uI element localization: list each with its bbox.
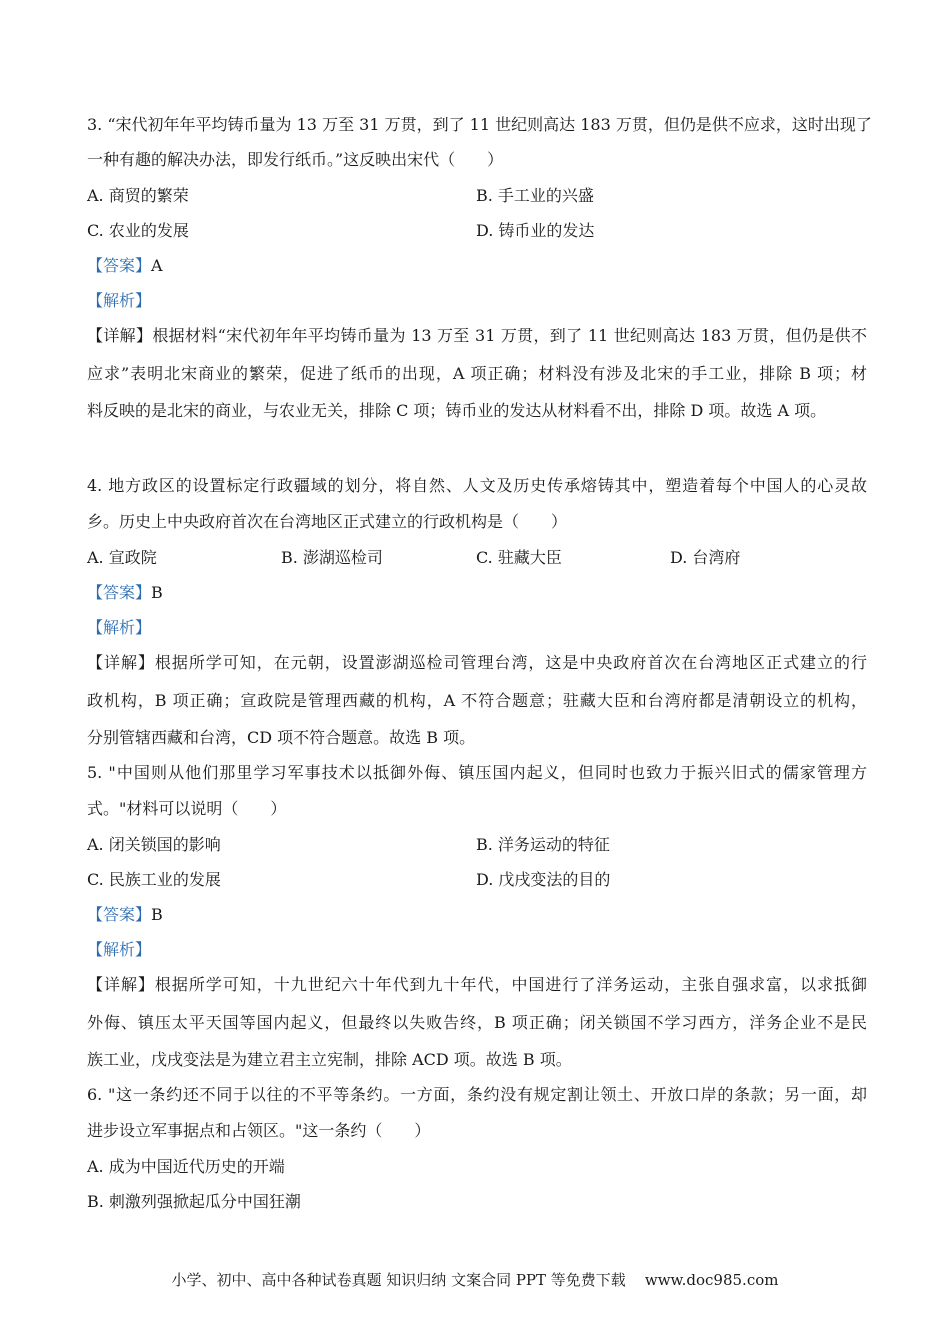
answer-value: B xyxy=(151,905,163,924)
q3-detail-line-2: 应求”表明北宋商业的繁荣，促进了纸币的出现，A 项正确；材料没有涉及北宋的手工业，排除 B 项；材 xyxy=(87,364,867,383)
q4-answer xyxy=(87,583,867,603)
q3-stem-line-2: 一种有趣的解决办法，即发行纸币。”这反映出宋代（ ） xyxy=(87,150,504,169)
q5-option-c: C. 民族工业的发展 xyxy=(87,870,221,889)
answer-value: A xyxy=(151,256,163,275)
q5-option-a: A. 闭关锁国的影响 xyxy=(87,835,221,854)
q5-detail-line-1 xyxy=(87,975,867,995)
footer-link[interactable]: www.doc985.com xyxy=(644,1271,779,1289)
q6-stem-line-1: 6. "这一条约还不同于以往的不平等条约。一方面，条约没有规定割让领土、开放口岸的条款；另一面，却 xyxy=(87,1085,867,1104)
q4-stem-line-2: 乡。历史上中央政府首次在台湾地区正式建立的行政机构是（ ） xyxy=(87,512,568,531)
q3-analysis-label xyxy=(87,291,867,311)
q6-option-b: B. 刺激列强掀起瓜分中国狂潮 xyxy=(87,1192,301,1211)
analysis-label: 【解析】 xyxy=(87,291,152,310)
q5-detail-line-2: 外侮、镇压太平天国等国内起义，但最终以失败告终，B 项正确；闭关锁国不学习西方，洋务企业不是民 xyxy=(87,1013,867,1032)
q4-detail-line-3: 分别管辖西藏和台湾，CD 项不符合题意。故选 B 项。 xyxy=(87,728,476,747)
q4-option-a: A. 宣政院 xyxy=(87,548,157,567)
answer-value: B xyxy=(151,583,163,602)
answer-label: 【答案】 xyxy=(87,256,152,275)
q3-stem-line-1: 3. “宋代初年年平均铸币量为 13 万至 31 万贯，到了 11 世纪则高达 183 万贯，但仍是供不应求，这时出现了 xyxy=(87,115,872,134)
q4-detail-line-2: 政机构，B 项正确；宣政院是管理西藏的机构，A 不符合题意；驻藏大臣和台湾府都是清朝设立的机构， xyxy=(87,691,867,710)
q5-detail-line-3: 族工业，戊戌变法是为建立君主立宪制，排除 ACD 项。故选 B 项。 xyxy=(87,1050,572,1069)
detail-label: 【详解】 xyxy=(87,975,155,994)
q4-option-b: B. 澎湖巡检司 xyxy=(281,548,383,567)
q4-detail-line-1 xyxy=(87,653,867,673)
footer-text: 小学、初中、高中各种试卷真题 知识归纳 文案合同 PPT 等免费下载 xyxy=(171,1271,626,1289)
q6-stem-line-2: 进步设立军事据点和占领区。"这一条约（ ） xyxy=(87,1121,431,1140)
q5-option-d: D. 戊戌变法的目的 xyxy=(476,870,611,889)
detail-text: 根据所学可知，十九世纪六十年代到九十年代，中国进行了洋务运动，主张自强求富，以求抵御 xyxy=(154,975,867,994)
q6-option-a: A. 成为中国近代历史的开端 xyxy=(87,1157,285,1176)
q5-stem-line-2: 式。"材料可以说明（ ） xyxy=(87,799,287,818)
q4-option-d: D. 台湾府 xyxy=(670,548,741,567)
answer-label: 【答案】 xyxy=(87,583,152,602)
q4-option-c: C. 驻藏大臣 xyxy=(476,548,562,567)
detail-label: 【详解】 xyxy=(87,326,153,345)
q5-answer xyxy=(87,905,867,925)
q3-answer xyxy=(87,256,867,276)
q3-option-b: B. 手工业的兴盛 xyxy=(476,186,594,205)
q3-detail-line-1 xyxy=(87,326,867,346)
detail-label: 【详解】 xyxy=(87,653,155,672)
q3-option-d: D. 铸币业的发达 xyxy=(476,221,595,240)
answer-label: 【答案】 xyxy=(87,905,152,924)
q5-stem-line-1: 5. "中国则从他们那里学习军事技术以抵御外侮、镇压国内起义，但同时也致力于振兴旧式的儒家管理方 xyxy=(87,763,867,782)
q4-stem-line-1: 4. 地方政区的设置标定行政疆域的划分，将自然、人文及历史传承熔铸其中，塑造着每个中国人的心灵故 xyxy=(87,476,867,495)
q3-option-c: C. 农业的发展 xyxy=(87,221,189,240)
q5-option-b: B. 洋务运动的特征 xyxy=(476,835,610,854)
detail-text: 根据材料“宋代初年年平均铸币量为 13 万至 31 万贯，到了 11 世纪则高达 183 万贯，但仍是供不 xyxy=(152,326,867,345)
q4-analysis-label xyxy=(87,618,867,638)
analysis-label: 【解析】 xyxy=(87,618,152,637)
page-footer xyxy=(0,1270,950,1290)
q5-analysis-label xyxy=(87,940,867,960)
analysis-label: 【解析】 xyxy=(87,940,152,959)
q3-detail-line-3: 料反映的是北宋的商业，与农业无关，排除 C 项；铸币业的发达从材料看不出，排除 D 项。故选 A 项。 xyxy=(87,401,827,420)
detail-text: 根据所学可知，在元朝，设置澎湖巡检司管理台湾，这是中央政府首次在台湾地区正式建立的行 xyxy=(154,653,867,672)
q3-option-a: A. 商贸的繁荣 xyxy=(87,186,189,205)
